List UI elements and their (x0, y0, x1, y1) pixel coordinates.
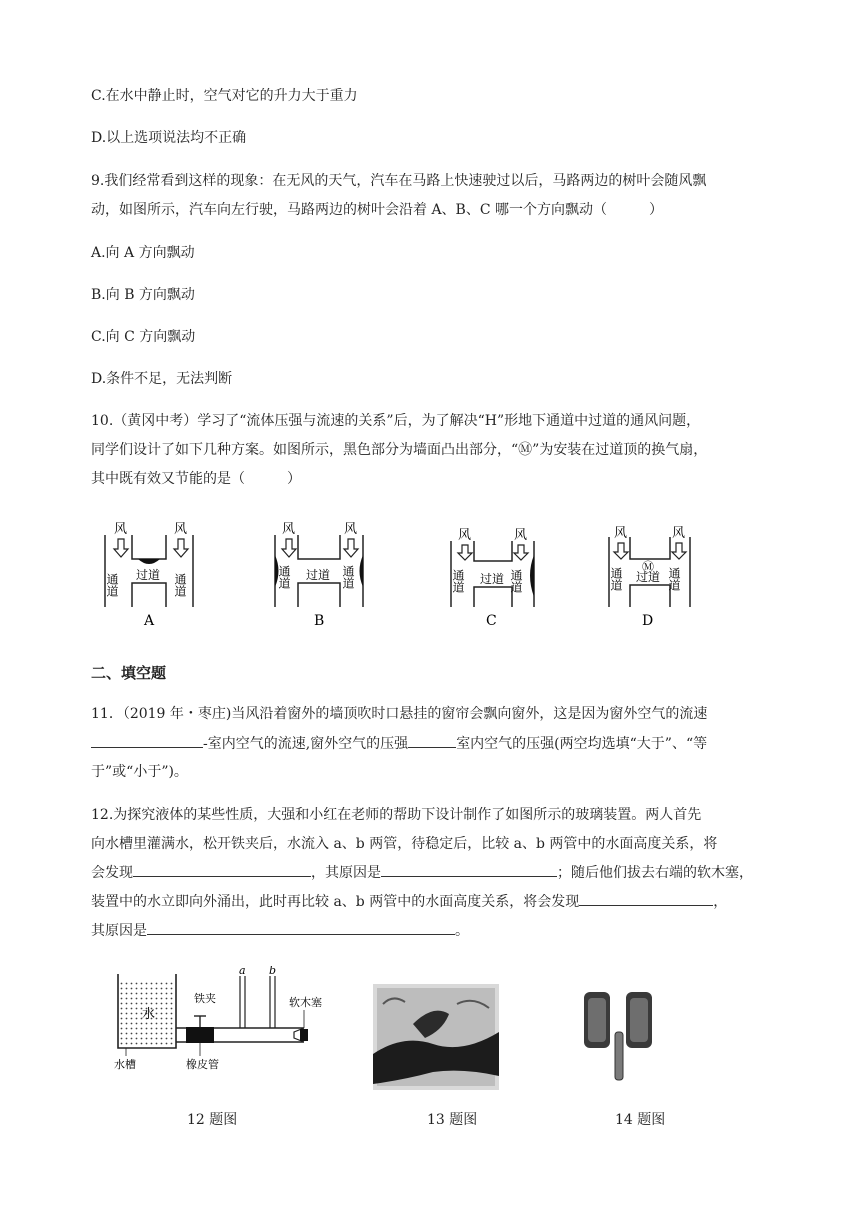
q12-blank-2[interactable] (381, 862, 557, 877)
q12-blank-3[interactable] (579, 891, 713, 906)
q8-option-d: D.以上选项说法均不正确 (91, 130, 247, 146)
channel-left: 通道 (105, 573, 119, 597)
wind-label-right: 风 (672, 526, 686, 541)
wind-label-left: 风 (282, 522, 296, 537)
channel-left: 通道 (277, 565, 291, 589)
q12-blank-1[interactable] (133, 862, 311, 877)
q12-line3: 会发现 ，其原因是 ；随后他们拔去右端的软木塞， (91, 862, 753, 883)
label-c: C (486, 613, 497, 629)
wind-label-right: 风 (514, 528, 528, 543)
tank-label: 水槽 (114, 1058, 136, 1071)
passage: 过道 (136, 568, 161, 582)
water-label: 水 (142, 1007, 156, 1022)
diagram-d (609, 526, 690, 629)
q12-blank-4[interactable] (147, 920, 455, 935)
q12-line2: 向水槽里灌满水，松开铁夹后，水流入 a、b 两管，待稳定后，比较 a、b 两管中的水面高度关系，将 (91, 836, 718, 852)
q11-line3: 于”或“小于”)。 (91, 764, 188, 780)
figure-14-caption: 14 题图 (615, 1112, 666, 1128)
q11-blank-2[interactable] (408, 733, 456, 748)
q10-stem-line3: 其中既有效又节能的是（ ） (91, 471, 301, 487)
channel-right: 通道 (341, 565, 355, 589)
q12-line1: 12.为探究液体的某些性质，大强和小红在老师的帮助下设计制作了如图所示的玻璃装置。两人首先 (91, 807, 702, 823)
channel-right: 通道 (509, 569, 523, 593)
section-title: 二、填空题 (91, 664, 167, 682)
channel-right: 通道 (667, 567, 681, 591)
figure-14-photo (580, 986, 660, 1082)
passage: 过道 (480, 572, 505, 586)
q12-line5: 其原因是 。 (91, 920, 469, 941)
wind-label-right: 风 (174, 522, 188, 537)
clamp-label: 铁夹 (194, 992, 216, 1005)
channel-left: 通道 (609, 567, 623, 591)
wind-label-left: 风 (114, 522, 128, 537)
q8-option-c: C.在水中静止时，空气对它的升力大于重力 (91, 88, 358, 104)
figure-12-apparatus (104, 966, 334, 1076)
q12-line4: 装置中的水立即向外涌出，此时再比较 a、b 两管中的水面高度关系，将会发现 ， (91, 891, 727, 912)
q9-option-c: C.向 C 方向飘动 (91, 329, 196, 345)
channel-right: 通道 (173, 573, 187, 597)
q9-option-a: A.向 A 方向飘动 (91, 245, 195, 261)
q9-option-d: D.条件不足，无法判断 (91, 371, 233, 387)
figure-13-caption: 13 题图 (427, 1112, 478, 1128)
diagram-a (105, 522, 193, 629)
q10-diagrams (0, 515, 860, 635)
label-d: D (642, 613, 654, 629)
channel-left: 通道 (451, 569, 465, 593)
figure-12-caption: 12 题图 (187, 1112, 238, 1128)
label-b: B (314, 613, 325, 629)
passage: 过道 (306, 568, 331, 582)
tube-b-label: b (269, 966, 277, 977)
wind-label-left: 风 (614, 526, 628, 541)
q9-stem-line1: 9.我们经常看到这样的现象：在无风的天气，汽车在马路上快速驶过以后，马路两边的树叶会随风飘 (91, 173, 707, 189)
cork-label: 软木塞 (289, 996, 322, 1009)
hose-label: 橡皮管 (186, 1058, 219, 1071)
fan-icon: Ⓜ (642, 560, 655, 574)
figure-13-photo (373, 984, 499, 1090)
diagram-b (275, 522, 363, 629)
wind-label-right: 风 (344, 522, 358, 537)
passage: 过道 (636, 570, 661, 584)
wind-label-left: 风 (458, 528, 472, 543)
q11-line1: 11．（2019 年・枣庄)当风沿着窗外的墙顶吹时口悬挂的窗帘会飘向窗外，这是因为窗外空气的流速 (91, 706, 708, 722)
tube-a-label: a (239, 966, 246, 977)
q11-line2: -室内空气的流速,窗外空气的压强 室内空气的压强(两空均选填“大于”、“等 (91, 733, 707, 754)
q11-blank-1[interactable] (91, 733, 203, 748)
q10-stem-line2: 同学们设计了如下几种方案。如图所示，黑色部分为墙面凸出部分，“Ⓜ”为安装在过道顶的换气扇， (91, 442, 708, 458)
diagram-c (451, 528, 534, 629)
q9-stem-line2: 动，如图所示，汽车向左行驶，马路两边的树叶会沿着 A、B、C 哪一个方向飘动（ ） (91, 202, 664, 218)
q10-stem-line1: 10.（黄冈中考）学习了“流体压强与流速的关系”后，为了解决“H”形地下通道中过道的通风问题， (91, 413, 701, 429)
label-a: A (144, 613, 155, 629)
q9-option-b: B.向 B 方向飘动 (91, 287, 195, 303)
